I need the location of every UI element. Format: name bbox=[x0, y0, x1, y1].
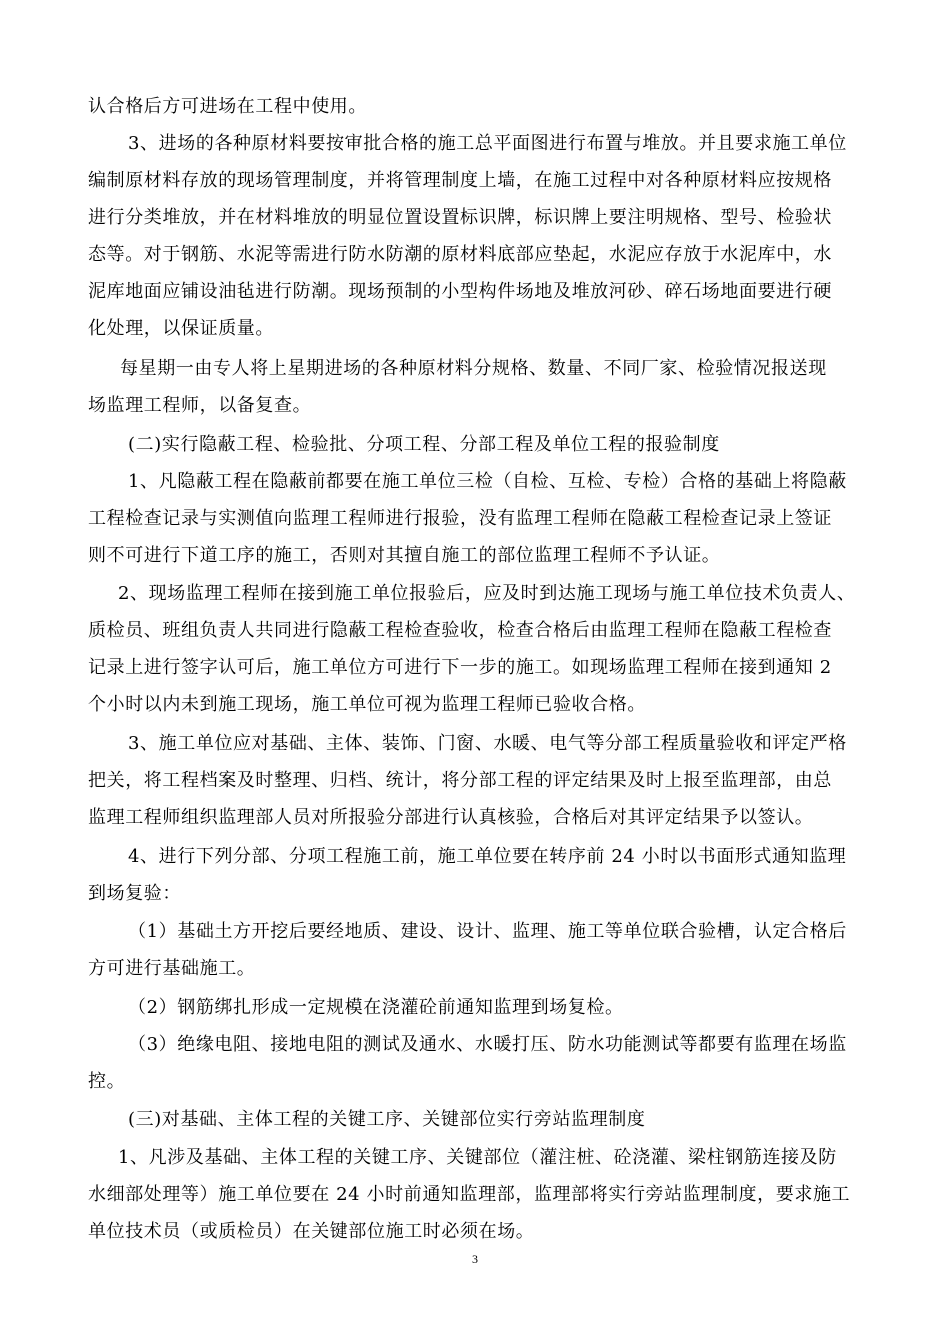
body-text-line: （3）绝缘电阻、接地电阻的测试及通水、水暖打压、防水功能测试等都要有监理在场监 bbox=[128, 1034, 847, 1055]
body-text-line: 到场复验： bbox=[88, 883, 181, 904]
body-text-line: 则不可进行下道工序的施工，否则对其擅自施工的部位监理工程师不予认证。 bbox=[88, 545, 721, 566]
body-text-line: 2、现场监理工程师在接到施工单位报验后，应及时到达施工现场与施工单位技术负责人、 bbox=[118, 583, 856, 604]
body-text-line: 个小时以内未到施工现场，施工单位可视为监理工程师已验收合格。 bbox=[88, 694, 646, 715]
body-text-line: 态等。对于钢筋、水泥等需进行防水防潮的原材料底部应垫起，水泥应存放于水泥库中，水 bbox=[88, 244, 832, 265]
body-text-line: 每星期一由专人将上星期进场的各种原材料分规格、数量、不同厂家、检验情况报送现 bbox=[120, 358, 827, 379]
body-text-line: 4、进行下列分部、分项工程施工前，施工单位要在转序前 24 小时以书面形式通知监理 bbox=[128, 846, 847, 867]
body-text-line: 控。 bbox=[88, 1071, 126, 1092]
body-text-line: （1）基础土方开挖后要经地质、建设、设计、监理、施工等单位联合验槽，认定合格后 bbox=[128, 921, 847, 942]
body-text-line: 3、进场的各种原材料要按审批合格的施工总平面图进行布置与堆放。并且要求施工单位 bbox=[128, 133, 847, 154]
body-text-line: 泥库地面应铺设油毡进行防潮。现场预制的小型构件场地及堆放河砂、碎石场地面要进行硬 bbox=[88, 281, 832, 302]
section-heading: (二)实行隐蔽工程、检验批、分项工程、分部工程及单位工程的报验制度 bbox=[128, 434, 720, 455]
body-text-line: 场监理工程师，以备复查。 bbox=[88, 395, 312, 416]
body-text-line: （2）钢筋绑扎形成一定规模在浇灌砼前通知监理到场复检。 bbox=[128, 997, 624, 1018]
page-number: 3 bbox=[472, 1252, 478, 1266]
body-text-line: 把关，将工程档案及时整理、归档、统计，将分部工程的评定结果及时上报至监理部，由总 bbox=[88, 770, 832, 791]
body-text-line: 进行分类堆放，并在材料堆放的明显位置设置标识牌，标识牌上要注明规格、型号、检验状 bbox=[88, 207, 832, 228]
body-text-line: 单位技术员（或质检员）在关键部位施工时必须在场。 bbox=[88, 1221, 535, 1242]
body-text-line: 水细部处理等）施工单位要在 24 小时前通知监理部，监理部将实行旁站监理制度，要求施工 bbox=[88, 1184, 851, 1205]
body-text-line: 3、施工单位应对基础、主体、装饰、门窗、水暖、电气等分部工程质量验收和评定严格 bbox=[128, 733, 847, 754]
body-text-line: 化处理，以保证质量。 bbox=[88, 318, 274, 339]
body-text-line: 编制原材料存放的现场管理制度，并将管理制度上墙，在施工过程中对各种原材料应按规格 bbox=[88, 170, 832, 191]
body-text-line: 工程检查记录与实测值向监理工程师进行报验，没有监理工程师在隐蔽工程检查记录上签证 bbox=[88, 508, 832, 529]
body-text-line: 监理工程师组织监理部人员对所报验分部进行认真核验，合格后对其评定结果予以签认。 bbox=[88, 807, 814, 828]
body-text-line: 方可进行基础施工。 bbox=[88, 958, 256, 979]
body-text-line: 记录上进行签字认可后，施工单位方可进行下一步的施工。如现场监理工程师在接到通知 2 bbox=[88, 657, 832, 678]
section-heading: (三)对基础、主体工程的关键工序、关键部位实行旁站监理制度 bbox=[128, 1109, 646, 1130]
body-text-line: 认合格后方可进场在工程中使用。 bbox=[88, 96, 367, 117]
body-text-line: 1、凡涉及基础、主体工程的关键工序、关键部位（灌注桩、砼浇灌、梁柱钢筋连接及防 bbox=[118, 1147, 837, 1168]
body-text-line: 1、凡隐蔽工程在隐蔽前都要在施工单位三检（自检、互检、专检）合格的基础上将隐蔽 bbox=[128, 471, 847, 492]
body-text-line: 质检员、班组负责人共同进行隐蔽工程检查验收，检查合格后由监理工程师在隐蔽工程检查 bbox=[88, 620, 832, 641]
